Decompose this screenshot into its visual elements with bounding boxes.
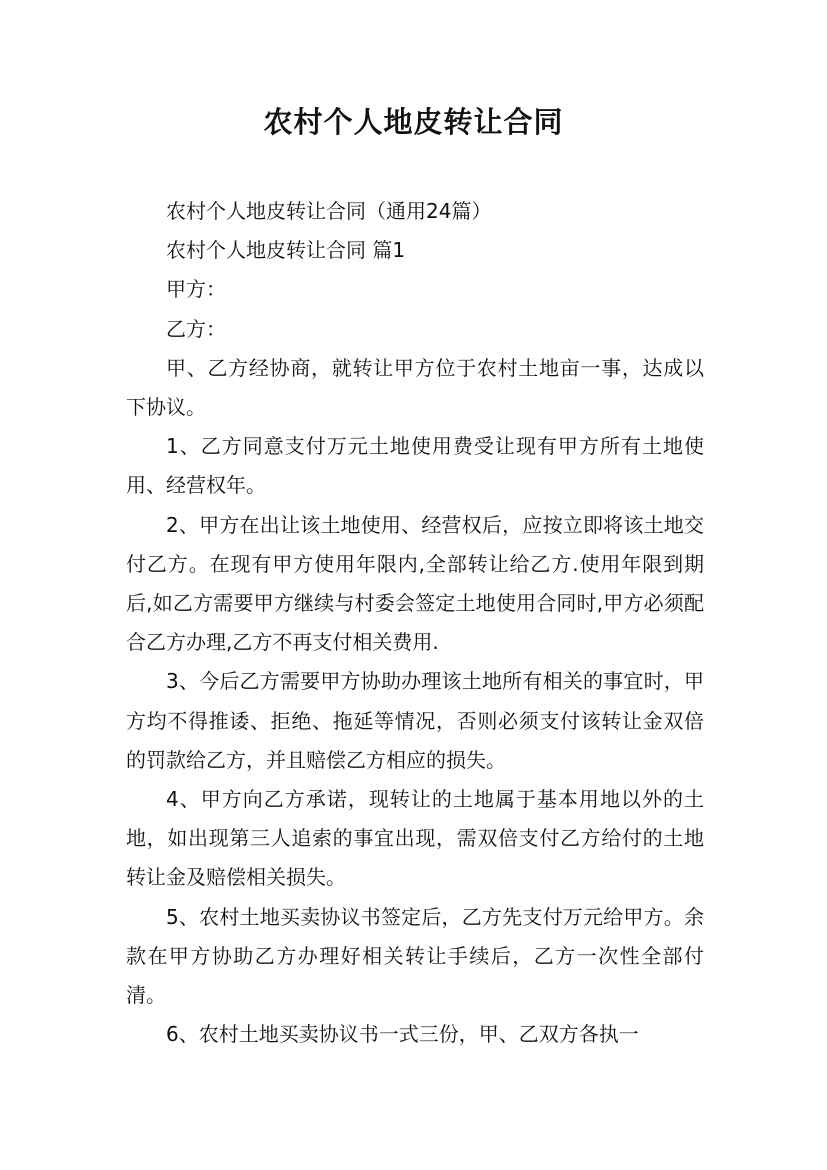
document-body <box>126 192 704 1054</box>
paragraph-party-b: 乙方： <box>166 316 226 341</box>
paragraph-clause-1: 1、乙方同意支付万元土地使用费受让现有甲方所有土地使用、经营权年。 <box>126 434 704 498</box>
paragraph-subtitle: 农村个人地皮转让合同（通用24篇） <box>166 199 492 223</box>
paragraph-clause-5: 5、农村土地买卖协议书签定后，乙方先支付万元给甲方。余款在甲方协助乙方办理好相关转让手续后，乙方一次性全部付清。 <box>126 904 704 1008</box>
paragraph-party-a: 甲方： <box>166 277 226 302</box>
paragraph-clause-6: 6、农村土地买卖协议书一式三份，甲、乙双方各执一 <box>166 1022 639 1047</box>
paragraph-clause-3: 3、今后乙方需要甲方协助办理该土地所有相关的事宜时，甲方均不得推诿、拒绝、拖延等情况，否则必须支付该转让金双倍的罚款给乙方，并且赔偿乙方相应的损失。 <box>126 669 704 772</box>
paragraph-preamble: 甲、乙方经协商，就转让甲方位于农村土地亩一事，达成以下协议。 <box>126 355 704 420</box>
paragraph-clause-2: 2、甲方在出让该土地使用、经营权后，应按立即将该土地交付乙方。在现有甲方使用年限内,全部转让给乙方.使用年限到期后,如乙方需要甲方继续与村委会签定土地使用合同时,甲方必须配合乙方办理,乙方不再支付相关费用. <box>126 512 704 655</box>
document-title: 农村个人地皮转让合同 <box>263 105 564 139</box>
paragraph-section-heading: 农村个人地皮转让合同 篇1 <box>166 238 406 263</box>
paragraph-clause-4: 4、甲方向乙方承诺，现转让的土地属于基本用地以外的土地，如出现第三人追索的事宜出现，需双倍支付乙方给付的土地转让金及赔偿相关损失。 <box>126 787 704 890</box>
